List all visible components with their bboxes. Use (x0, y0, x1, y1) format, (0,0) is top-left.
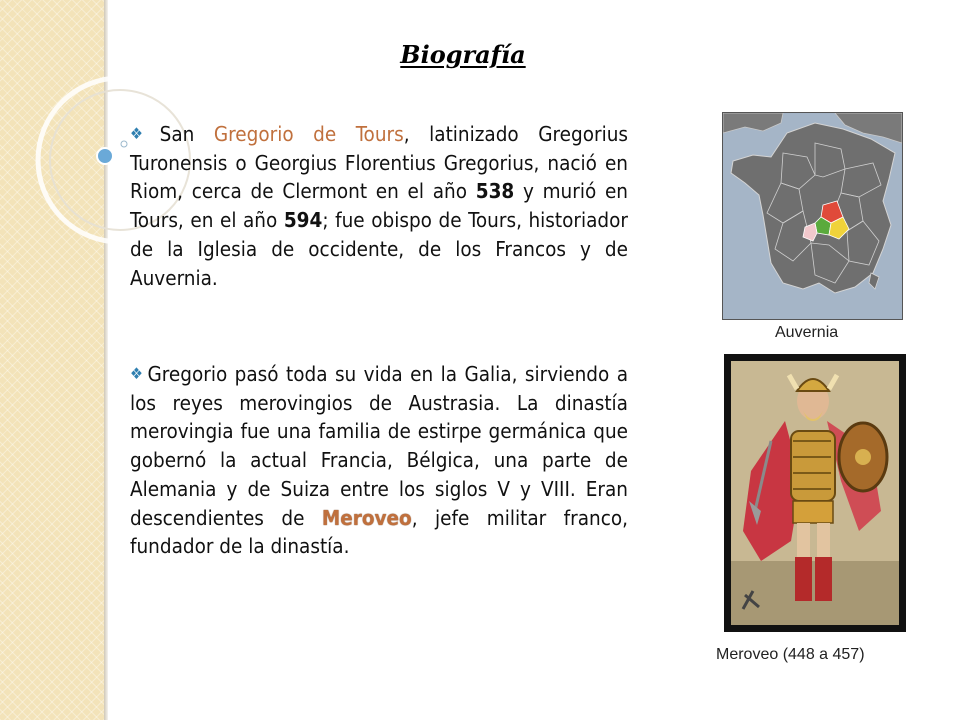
france-map-image (723, 113, 902, 319)
p2-seg-0: Gregorio pasó toda su vida en la Galia, sirviendo a los reyes merovingios de Austrasia. La dinastía merovingia fue una familia de estirpe germánica que gobernó la actual Francia, Bélgica, una parte de Alemania y de Suiza entre los siglos V y VIII. Eran descendientes de (130, 362, 629, 530)
death-year: 594 (283, 208, 323, 233)
paragraph-merovingian (130, 360, 628, 561)
diamond-bullet-icon: ❖ (130, 364, 145, 383)
p1-seg-0: San (159, 122, 214, 146)
meroveo-link[interactable]: Meroveo (321, 505, 412, 530)
decorative-blue-dot (97, 148, 113, 164)
p1-seg-4: y murió en Tours, en el año (130, 179, 628, 233)
diamond-bullet-icon: ❖ (130, 124, 157, 143)
map-caption: Auvernia (775, 324, 839, 341)
meroveo-portrait-frame (724, 354, 906, 632)
p1-seg-2: , latinizado Gregorius Turonensis o Georgius Florentius Gregorius, nació en Riom, cerca de Clermont en el año (130, 122, 629, 204)
gregorio-de-tours-link[interactable]: Gregorio de Tours (213, 122, 404, 146)
paragraph-biography (130, 120, 628, 292)
auvernia-map (722, 112, 903, 320)
warrior-illustration (731, 361, 899, 625)
slide-title: Biografía (400, 40, 526, 69)
p2-seg-2: , jefe militar franco, fundador de la dinastía. (130, 505, 628, 559)
birth-year: 538 (475, 179, 515, 204)
p1-seg-6: ; fue obispo de Tours, historiador de la Iglesia de occidente, de los Francos y de Auvernia. (130, 208, 628, 290)
meroveo-portrait-image (731, 361, 899, 625)
portrait-caption: Meroveo (448 a 457) (716, 646, 865, 663)
